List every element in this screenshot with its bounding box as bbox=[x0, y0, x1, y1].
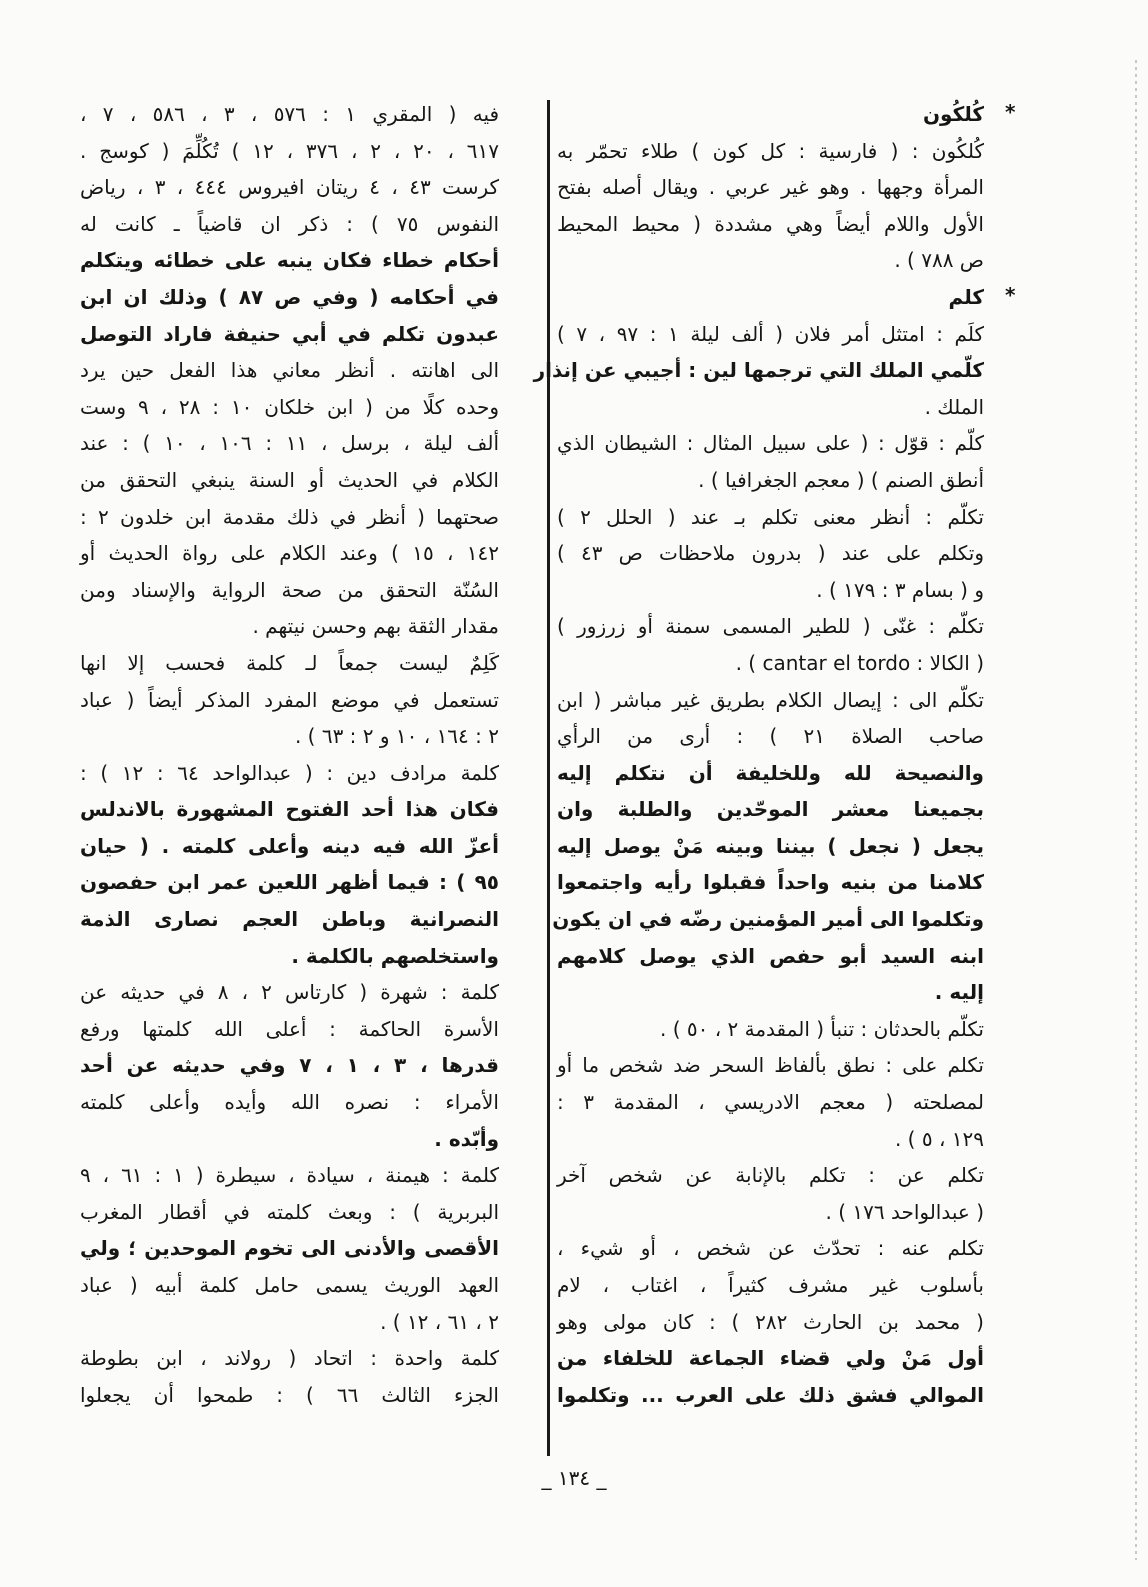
text-line: فيه ( المقري ١ : ٥٧٦ ، ٣ ، ٥٨٦ ، ٧ ، bbox=[80, 102, 500, 126]
text-line: كلمة مرادف دين : ( عبدالواحد ٦٤ : ١٢ ) : bbox=[80, 760, 499, 785]
text-line: كلمة : شهرة ( كارتاس ٢ ، ٨ في حديثه عن bbox=[80, 980, 500, 1005]
text-line: مقدار الثقة بهم وحسن نيتهم . bbox=[252, 614, 499, 639]
text-line: في أحكامه ( وفي ص ٨٧ ) وذلك ان ابن bbox=[80, 284, 500, 309]
text-line: الموالي فشق ذلك على العرب ... وتكلموا bbox=[557, 1382, 984, 1407]
text-line: واستخلصهم بالكلمة . bbox=[291, 943, 499, 968]
text-line: كَلِمٌ ليست جمعاً لـ كلمة فحسب إلا انها bbox=[80, 650, 499, 675]
text-line: فكان هذا أحد الفتوح المشهورة بالاندلس bbox=[80, 797, 499, 822]
page-edge-scan-artifact bbox=[1135, 60, 1137, 1560]
text-line: ( عبدالواحد ١٧٦ ) . bbox=[825, 1199, 984, 1224]
asterisk-marker: * bbox=[1005, 283, 1016, 307]
text-line: الأول واللام أيضاً وهي مشددة ( محيط المحيط bbox=[557, 211, 984, 236]
text-line: كلَم : امتثل أمر فلان ( ألف ليلة ١ : ٩٧ ، ٧ ) bbox=[557, 321, 985, 346]
text-line: السُنّة التحقق من صحة الرواية والإسناد ومن bbox=[80, 577, 499, 602]
text-line: لمصلحته ( معجم الادريسي ، المقدمة ٣ : bbox=[557, 1090, 984, 1115]
asterisk-marker: * bbox=[1005, 100, 1016, 124]
text-line: تكلّم بالحدثان : تنبأ ( المقدمة ٢ ، ٥٠ ) . bbox=[659, 1016, 984, 1041]
text-line: كلامنا من بنيه واحداً فقبلوا رأيه واجتمعوا bbox=[557, 870, 984, 895]
text-line: العهد الوريث يسمى حامل كلمة أبيه ( عباد bbox=[80, 1273, 499, 1297]
text-line: قدرها ، ٣ ، ١ ، ٧ وفي حديثه عن أحد bbox=[80, 1053, 499, 1078]
text-line: الكلام في الحديث أو السنة ينبغي التحقق من bbox=[80, 467, 499, 492]
text-line: ( محمد بن الحارث ٢٨٢ ) : كان مولى وهو bbox=[557, 1309, 984, 1334]
text-line: كرست ٤٣ ، ٤ ريتان افيروس ٤٤٤ ، ٣ ، رياض bbox=[80, 175, 500, 200]
text-line: وحده كلًا من ( ابن خلكان ١٠ : ٢٨ ، ٩ وست bbox=[80, 394, 499, 419]
text-line: ابنه السيد أبو حفص الذي يوصل كلامهم bbox=[557, 943, 984, 968]
text-line: الأسرة الحاكمة : أعلى الله كلمتها ورفع bbox=[80, 1016, 499, 1041]
text-line: ١٢٩ ، ٥ ) . bbox=[894, 1126, 984, 1151]
text-line: ٢ ، ٦١ ، ١٢ ) . bbox=[380, 1309, 499, 1334]
text-line: المرأة وجهها . وهو غير عربي . ويقال أصله بفتح bbox=[557, 175, 984, 200]
text-line: صاحب الصلاة ٢١ ) : أرى من الرأي bbox=[557, 724, 985, 749]
text-line: أحكام خطاء فكان ينبه على خطائه ويتكلم bbox=[80, 248, 499, 273]
entry-heading: كلم bbox=[948, 284, 984, 309]
text-line: و ( بسام ٣ : ١٧٩ ) . bbox=[816, 577, 984, 602]
text-line: وأبّده . bbox=[434, 1126, 499, 1151]
text-line: صحتهما ( أنظر في ذلك مقدمة ابن خلدون ٢ : bbox=[80, 504, 499, 529]
text-line: ( الكالا : cantar el tordo ) . bbox=[735, 650, 984, 675]
text-line: تكلّم : أنظر معنى تكلم بـ عند ( الحلل ٢ ) bbox=[557, 504, 984, 529]
text-line: الملك . bbox=[924, 394, 984, 419]
text-line: أول مَنْ ولي قضاء الجماعة للخلفاء من bbox=[557, 1346, 984, 1371]
right-text-column bbox=[533, 96, 985, 1413]
text-line: تكلم على : نطق بألفاظ السحر ضد شخص ما أو bbox=[557, 1053, 984, 1078]
text-line: كلّمي الملك التي ترجمها لين : أجيبي عن إنذار bbox=[533, 358, 984, 383]
text-line: كلمة واحدة : اتحاد ( رولاند ، ابن بطوطة bbox=[80, 1346, 499, 1371]
text-line: والنصيحة لله وللخليفة أن نتكلم إليه bbox=[557, 760, 984, 785]
text-line: عبدون تكلم في أبي حنيفة فاراد التوصل bbox=[80, 321, 499, 346]
text-line: بجميعنا معشر الموحّدين والطلبة وان bbox=[557, 797, 984, 822]
text-line: كلمة : هيمنة ، سيادة ، سيطرة ( ١ : ٦١ ، ٩ bbox=[80, 1163, 500, 1188]
text-line: النفوس ٧٥ ) : ذكر ان قاضياً ـ كانت له bbox=[80, 211, 500, 236]
text-line: أعزّ الله فيه دينه وأعلى كلمته . ( حيان bbox=[80, 833, 499, 858]
text-line: ألف ليلة ، برسل ، ١١ : ١٠٦ ، ١٠ ) : عند bbox=[80, 431, 500, 456]
text-line: ٩٥ ) : فيما أظهر اللعين عمر ابن حفصون bbox=[80, 870, 499, 895]
text-line: تكلم عن : تكلم بالإنابة عن شخص آخر bbox=[557, 1163, 984, 1188]
text-line: النصرانية وباطن العجم نصارى الذمة bbox=[80, 907, 499, 932]
text-line: ٢ : ١٦٤ ، ١٠ و ٢ : ٦٣ ) . bbox=[294, 724, 499, 749]
left-text-column bbox=[80, 96, 499, 1413]
column-divider bbox=[547, 100, 550, 1456]
entry-heading: كُلكُون bbox=[922, 102, 984, 126]
text-line: ص ٧٨٨ ) . bbox=[894, 248, 984, 273]
text-line: وتكلم على عند ( بدرون ملاحظات ص ٤٣ ) bbox=[557, 541, 984, 566]
text-line: الى اهانته . أنظر معاني هذا الفعل حين يرد bbox=[80, 358, 499, 383]
text-line: تكلم عنه : تحدّث عن شخص ، أو شيء ، bbox=[557, 1236, 984, 1261]
text-line: يجعل ( نجعل ) بيننا وبينه مَنْ يوصل إليه bbox=[557, 833, 984, 858]
text-line: ١٤٢ ، ١٥ ) وعند الكلام على رواة الحديث أو bbox=[80, 541, 500, 566]
text-line: الأمراء : نصره الله وأيده وأعلى كلمته bbox=[80, 1090, 499, 1115]
text-line: تكلّم : غنّى ( للطير المسمى سمنة أو زرزور ) bbox=[557, 614, 984, 639]
text-line: كلّم : قوّل : ( على سبيل المثال : الشيطان الذي bbox=[557, 431, 984, 456]
text-line: الأقصى والأدنى الى تخوم الموحدين ؛ ولي bbox=[80, 1236, 499, 1261]
text-line: كُلكُون : ( فارسية : كل كون ) طلاء تحمّر به bbox=[557, 138, 984, 163]
text-line: البربرية ) : وبعث كلمته في أقطار المغرب bbox=[80, 1199, 499, 1224]
text-line: الجزء الثالث ٦٦ ) : طمحوا أن يجعلوا bbox=[80, 1382, 499, 1407]
text-line: تكلّم الى : إيصال الكلام بطريق غير مباشر ( ابن bbox=[557, 687, 984, 712]
text-line: تستعمل في موضع المفرد المذكر أيضاً ( عباد bbox=[80, 687, 499, 712]
text-line: إليه . bbox=[934, 980, 984, 1005]
page-number: _ ١٣٤ _ bbox=[541, 1466, 607, 1490]
text-line: بأسلوب غير مشرف كثيراً ، اغتاب ، لام bbox=[557, 1273, 984, 1297]
text-line: ٦١٧ ، ٢٠ ، ٢ ، ٣٧٦ ، ١٢ ) تُكُلِّمَ ( كوسج . bbox=[80, 138, 499, 163]
text-line: وتكلموا الى أمير المؤمنين رضّه في ان يكون bbox=[552, 907, 984, 932]
text-line: أنطق الصنم ) ( معجم الجغرافيا ) . bbox=[698, 467, 984, 492]
